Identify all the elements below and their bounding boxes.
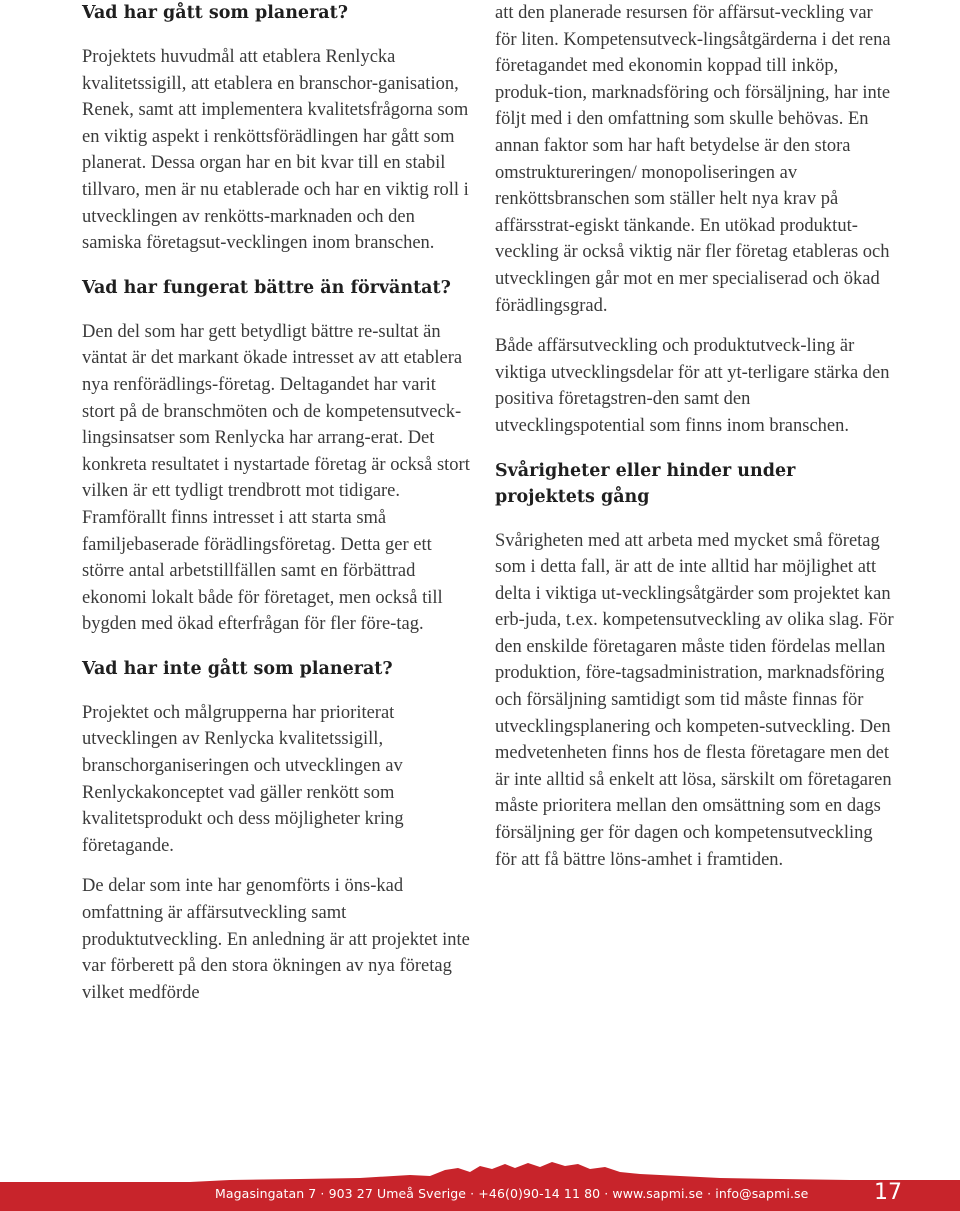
heading-went-as-planned: Vad har gått som planerat? xyxy=(82,3,348,23)
paragraph-better-results: Den del som har gett betydligt bättre re-sultat än väntat är det markant ökade intresset av att etablera nya renförädlings-företag. Deltagandet har varit stort på de branschmöten och de kompetensutveck-lingsinsatser som Renlycka har arrang-erat. Det konkreta resultatet i nystartade företag är också stort vilken är ett tydligt trendbrott mot tidigare. Framförallt finns intresset i att starta små familjebaserade förädlingsföretag. Detta ger ett större antal arbetstillfällen samt en förbättrad ekonomi lokalt både för företaget, men också till bygden med ökad efterfrågan för fler före-tag. xyxy=(82,321,470,635)
paragraph-small-companies: Svårigheten med att arbeta med mycket små företag som i detta fall, är att de inte alltid har möjlighet att delta i viktiga ut-vecklingsåtgärder som projektet kan erb-juda, t.ex. kompetensutveckling av olika slag. För den enskilde företagaren måste tiden fördelas mellan produktion, före-tagsadministration, marknadsföring och försäljning samtidigt som tid måste finnas för utvecklingsplanering och kompeten-sutveckling. Den medvetenheten finns hos de flesta företagare men det är inte alltid så enkelt att lösa, särskilt om företagaren måste prioritera mellan den omsättning som en dags försäljning ger för dagen och kompetensutveckling för att få bättre löns-amhet i framtiden. xyxy=(495,530,894,870)
heading-better-than-expected: Vad har fungerat bättre än förväntat? xyxy=(82,277,451,298)
right-column xyxy=(495,0,895,873)
footer xyxy=(0,1158,960,1211)
paragraph-resources: att den planerade resursen för affärsut-veckling var för liten. Kompetensutveck-lingsåtgärderna i det rena företagandet med ekonomin koppad till inköp, produk-tion, marknadsföring och försäljning, har inte följt med i den omfattning som skulle behövas. En annan faktor som har haft betydelse är den stora omstruktureringen/ monopoliseringen av renköttsbranschen som ställer helt nya krav på affärsstrat-egiskt tänkande. En utökad produktut-veckling är också viktig när fler företag etableras och utvecklingen går mot en mer specialiserad och ökad förädlingsgrad. xyxy=(495,3,891,316)
page-number: 17 xyxy=(874,1180,902,1205)
heading-difficulties: Svårigheter eller hinder under projektets gång xyxy=(495,460,796,507)
mountain-footer-graphic xyxy=(0,1158,960,1211)
paragraph-project-goals: Projektets huvudmål att etablera Renlycka kvalitetssigill, att etablera en branschor-ganisation, Renek, samt att implementera kvalitetsfrågorna som en viktig aspekt i renköttsförädlingen har gått som planerat. Dessa organ har en bit kvar till en stabil tillvaro, men är nu etablerade och har en viktig roll i utvecklingen av renkötts-marknaden och den samiska företagsut-vecklingen inom branschen. xyxy=(82,47,469,254)
left-column xyxy=(82,0,470,1006)
paragraph-development-parts: Både affärsutveckling och produktutveck-ling är viktiga utvecklingsdelar för att yt-terligare stärka den positiva företagstren-den samt den utvecklingspotential som finns inom branschen. xyxy=(495,336,890,436)
paragraph-prioritized: Projektet och målgrupperna har prioriterat utvecklingen av Renlycka kvalitetssigill, branschorganiseringen och utvecklingen av Renlyckakonceptet vad gäller renkött som kvalitetsprodukt och dess möjligheter kring företagande. xyxy=(82,702,404,856)
heading-not-as-planned: Vad har inte gått som planerat? xyxy=(82,658,393,679)
paragraph-not-implemented: De delar som inte har genomförts i öns-kad omfattning är affärsutveckling samt produktutveckling. En anledning är att projektet inte var förberett på den stora ökningen av nya företag vilket medförde xyxy=(82,876,470,1003)
footer-contact-info: Magasingatan 7 · 903 27 Umeå Sverige · +46(0)90-14 11 80 · www.sapmi.se · info@sapmi.se xyxy=(215,1186,809,1201)
